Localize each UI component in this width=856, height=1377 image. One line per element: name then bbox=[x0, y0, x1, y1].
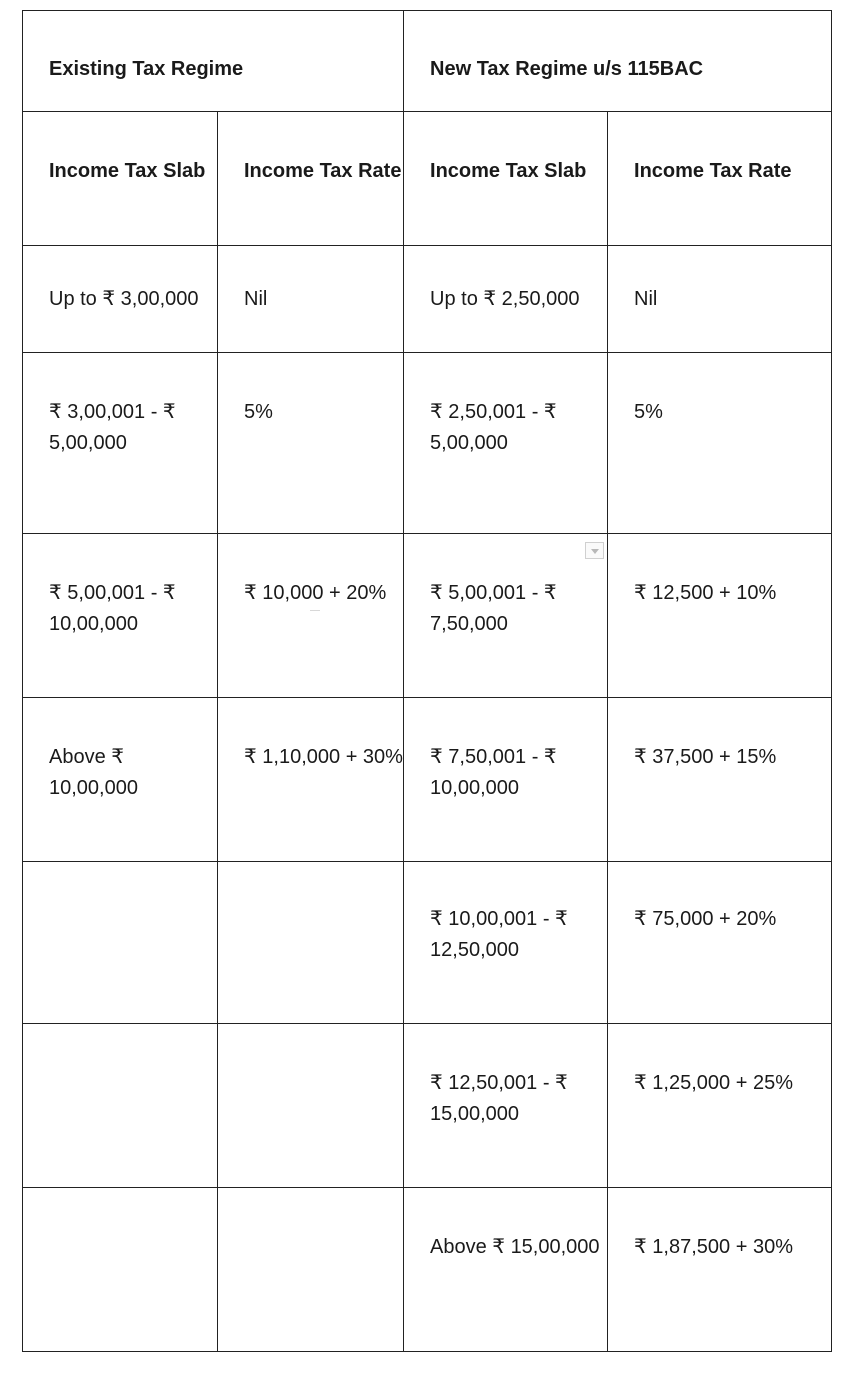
table-row bbox=[23, 353, 832, 534]
table-row bbox=[23, 1024, 832, 1188]
existing-slab-cell: ₹ 3,00,001 - ₹ 5,00,000 bbox=[23, 353, 218, 534]
existing-rate-text: ₹ 10,000 + 20% bbox=[244, 582, 387, 604]
new-rate-cell: ₹ 12,500 + 10% bbox=[608, 534, 832, 698]
existing-rate-cell bbox=[218, 1024, 404, 1188]
new-slab-cell: Up to ₹ 2,50,000 bbox=[404, 246, 608, 353]
table-row bbox=[23, 1188, 832, 1352]
table-row bbox=[23, 862, 832, 1024]
new-slab-cell: Above ₹ 15,00,000 bbox=[404, 1188, 608, 1352]
existing-slab-cell bbox=[23, 1024, 218, 1188]
new-rate-cell: Nil bbox=[608, 246, 832, 353]
new-slab-cell: ₹ 2,50,001 - ₹ 5,00,000 bbox=[404, 353, 608, 534]
table-row bbox=[23, 698, 832, 862]
new-rate-cell: ₹ 37,500 + 15% bbox=[608, 698, 832, 862]
new-rate-cell: 5% bbox=[608, 353, 832, 534]
new-regime-header: New Tax Regime u/s 115BAC bbox=[404, 11, 832, 112]
new-rate-cell: ₹ 1,87,500 + 30% bbox=[608, 1188, 832, 1352]
new-slab-text: ₹ 5,00,001 - ₹ 7,50,000 bbox=[430, 582, 557, 635]
existing-rate-cell bbox=[218, 534, 404, 698]
tax-regime-table bbox=[22, 10, 832, 1352]
new-slab-cell: ₹ 10,00,001 - ₹ 12,50,000 bbox=[404, 862, 608, 1024]
existing-rate-cell: Nil bbox=[218, 246, 404, 353]
column-header-row bbox=[23, 112, 832, 246]
new-slab-cell: ₹ 7,50,001 - ₹ 10,00,000 bbox=[404, 698, 608, 862]
new-rate-header: Income Tax Rate bbox=[608, 112, 832, 246]
existing-rate-header: Income Tax Rate bbox=[218, 112, 404, 246]
existing-slab-cell bbox=[23, 1188, 218, 1352]
existing-slab-header: Income Tax Slab bbox=[23, 112, 218, 246]
existing-regime-header: Existing Tax Regime bbox=[23, 11, 404, 112]
new-rate-cell: ₹ 1,25,000 + 25% bbox=[608, 1024, 832, 1188]
existing-slab-cell: Up to ₹ 3,00,000 bbox=[23, 246, 218, 353]
existing-rate-cell bbox=[218, 1188, 404, 1352]
new-rate-cell: ₹ 75,000 + 20% bbox=[608, 862, 832, 1024]
existing-slab-cell bbox=[23, 862, 218, 1024]
chevron-down-icon[interactable] bbox=[585, 542, 604, 559]
existing-slab-cell: Above ₹ 10,00,000 bbox=[23, 698, 218, 862]
cell-divider-mark bbox=[310, 610, 320, 611]
new-slab-cell bbox=[404, 534, 608, 698]
new-slab-cell: ₹ 12,50,001 - ₹ 15,00,000 bbox=[404, 1024, 608, 1188]
existing-rate-cell bbox=[218, 862, 404, 1024]
new-slab-header: Income Tax Slab bbox=[404, 112, 608, 246]
existing-slab-cell: ₹ 5,00,001 - ₹ 10,00,000 bbox=[23, 534, 218, 698]
existing-rate-cell: ₹ 1,10,000 + 30% bbox=[218, 698, 404, 862]
table-row bbox=[23, 534, 832, 698]
regime-header-row bbox=[23, 11, 832, 112]
table-row bbox=[23, 246, 832, 353]
existing-rate-cell: 5% bbox=[218, 353, 404, 534]
